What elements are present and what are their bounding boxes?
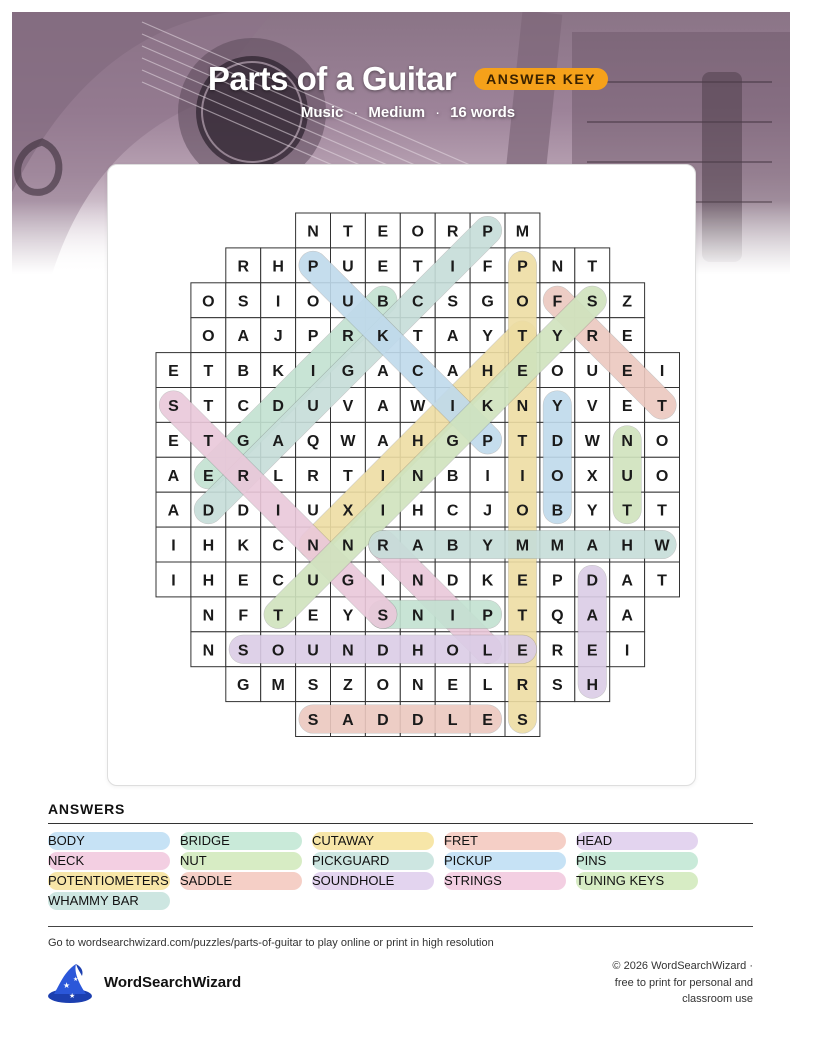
grid-letter: N: [411, 572, 424, 590]
grid-letter: T: [412, 328, 423, 346]
separator-dot: ·: [353, 104, 359, 121]
grid-letter: G: [341, 572, 355, 590]
grid-letter: R: [516, 677, 529, 695]
grid-letter: I: [171, 572, 176, 590]
grid-letter: Y: [482, 328, 493, 346]
grid-letter: C: [446, 502, 459, 520]
grid-letter: T: [343, 467, 353, 485]
grid-letter: D: [446, 572, 459, 590]
grid-letter: N: [411, 677, 424, 695]
grid-letter: A: [377, 363, 389, 381]
grid-letter: I: [659, 363, 665, 381]
grid-letter: B: [237, 363, 250, 381]
category-label: Music: [300, 104, 344, 121]
grid-letter: U: [586, 363, 599, 381]
grid-letter: P: [307, 328, 319, 346]
grid-letter: Y: [482, 537, 493, 555]
grid-letter: O: [271, 642, 285, 660]
grid-letter: I: [275, 502, 281, 520]
answer-word: SADDLE: [180, 873, 233, 888]
grid-letter: A: [621, 572, 633, 590]
grid-letter: O: [516, 293, 529, 311]
grid-letter: G: [341, 363, 355, 381]
grid-letter: P: [482, 607, 493, 625]
grid-letter: A: [272, 432, 284, 450]
grid-letter: L: [482, 642, 493, 660]
grid-letter: N: [342, 642, 354, 660]
grid-letter: T: [587, 258, 598, 276]
grid-letter: A: [342, 712, 354, 730]
grid-letter: O: [306, 293, 320, 311]
grid-letter: T: [517, 607, 528, 625]
footer-url-text: Go to wordsearchwizard.com/puzzles/parts-of-guitar to play online or print in high resolution: [48, 937, 494, 949]
grid-letter: A: [621, 607, 633, 625]
grid-letter: R: [307, 467, 319, 485]
answer-word: FRET: [444, 833, 478, 848]
svg-text:★: ★: [73, 976, 79, 983]
grid-letter: H: [621, 537, 633, 555]
grid-letter: L: [482, 677, 493, 695]
grid-letter: G: [446, 432, 459, 450]
grid-letter: H: [202, 572, 215, 590]
answer-word: NECK: [48, 853, 85, 868]
grid-letter: O: [551, 363, 564, 381]
copyright-line: free to print for personal and: [614, 976, 753, 989]
answer-soundhole: [312, 872, 434, 890]
grid-letter: S: [552, 677, 563, 695]
grid-letter: A: [377, 432, 389, 450]
grid-letter: E: [621, 397, 633, 415]
answer-cutaway: [312, 832, 434, 850]
answer-neck: [48, 852, 170, 870]
grid-letter: X: [586, 467, 598, 485]
grid-letter: D: [586, 572, 599, 590]
grid-letter: R: [377, 537, 389, 555]
grid-letter: S: [237, 642, 249, 660]
grid-letter: Q: [551, 607, 564, 625]
grid-letter: G: [481, 293, 494, 311]
grid-letter: P: [517, 258, 528, 276]
grid-letter: T: [657, 502, 667, 520]
grid-letter: E: [621, 363, 633, 381]
grid-letter: T: [412, 258, 423, 276]
answer-tuning-keys: [576, 872, 698, 890]
grid-letter: O: [202, 328, 215, 346]
grid-letter: B: [446, 467, 459, 485]
answer-word: PICKGUARD: [312, 853, 390, 868]
grid-letter: T: [203, 363, 214, 381]
grid-letter: N: [411, 467, 424, 485]
grid-letter: S: [586, 293, 598, 311]
grid-letter: S: [307, 712, 319, 730]
grid-letter: B: [446, 537, 459, 555]
answer-word: STRINGS: [444, 873, 502, 888]
grid-letter: N: [516, 397, 529, 415]
grid-letter: A: [167, 467, 180, 485]
answer-word: WHAMMY BAR: [48, 893, 139, 908]
copyright-text: [573, 958, 753, 1008]
answer-word: CUTAWAY: [312, 833, 375, 848]
grid-letter: A: [446, 328, 459, 346]
grid-letter: H: [411, 642, 424, 660]
grid-letter: S: [237, 293, 249, 311]
grid-letter: U: [307, 397, 319, 415]
grid-letter: T: [517, 432, 528, 450]
grid-letter: U: [307, 642, 319, 660]
answer-pins: [576, 852, 698, 870]
grid-letter: R: [237, 258, 250, 276]
grid-letter: A: [446, 363, 459, 381]
grid-letter: D: [202, 502, 215, 520]
answer-word: SOUNDHOLE: [312, 873, 395, 888]
grid-letter: Y: [552, 328, 563, 346]
answer-whammy-bar: [48, 892, 170, 910]
grid-letter: O: [446, 642, 459, 660]
grid-letter: A: [377, 397, 389, 415]
grid-letter: R: [551, 642, 564, 660]
grid-letter: U: [342, 293, 354, 311]
grid-letter: P: [552, 572, 563, 590]
answer-word: BRIDGE: [180, 833, 230, 848]
grid-letter: E: [621, 328, 633, 346]
grid-letter: O: [202, 293, 215, 311]
grid-letter: N: [307, 223, 319, 241]
grid-letter: M: [271, 677, 285, 695]
divider: [48, 823, 753, 824]
grid-letter: D: [237, 502, 250, 520]
grid-letter: C: [272, 572, 284, 590]
grid-letter: I: [450, 258, 455, 276]
grid-letter: H: [202, 537, 215, 555]
grid-letter: R: [586, 328, 599, 346]
grid-letter: M: [550, 537, 565, 555]
grid-letter: G: [237, 677, 250, 695]
grid-letter: I: [380, 502, 386, 520]
grid-letter: W: [654, 537, 670, 555]
grid-letter: H: [272, 258, 284, 276]
grid-letter: A: [411, 537, 424, 555]
divider: [48, 926, 753, 927]
grid-letter: H: [481, 363, 494, 381]
grid-letter: T: [657, 572, 667, 590]
grid-letter: H: [411, 502, 424, 520]
grid-letter: F: [552, 293, 563, 311]
grid-letter: N: [202, 607, 215, 625]
grid-letter: O: [376, 677, 390, 695]
svg-text:★: ★: [69, 992, 76, 1000]
answer-body: [48, 832, 170, 850]
answer-pickup: [444, 852, 566, 870]
grid-letter: G: [237, 432, 250, 450]
grid-letter: S: [168, 397, 179, 415]
wizard-hat-icon: [46, 962, 94, 1004]
grid-letter: K: [237, 537, 250, 555]
grid-letter: E: [377, 258, 389, 276]
grid-letter: E: [586, 642, 598, 660]
grid-letter: H: [586, 677, 599, 695]
grid-letter: D: [551, 432, 564, 450]
grid-letters: [168, 223, 671, 729]
grid-letter: O: [516, 502, 529, 520]
grid-letter: O: [551, 467, 564, 485]
answer-saddle: [180, 872, 302, 890]
grid-letter: E: [517, 642, 528, 660]
grid-letter: I: [310, 363, 316, 381]
separator-dot: ·: [435, 104, 441, 121]
grid-letter: V: [586, 397, 598, 415]
grid-letter: S: [307, 677, 319, 695]
grid-letter: N: [202, 642, 215, 660]
answer-word: PICKUP: [444, 853, 493, 868]
answer-word: NUT: [180, 853, 207, 868]
grid-letter: F: [238, 607, 249, 625]
grid-letter: S: [517, 712, 528, 730]
grid-letter: T: [517, 328, 528, 346]
grid-letter: V: [342, 397, 354, 415]
grid-letter: T: [657, 397, 667, 415]
grid-letter: A: [586, 537, 599, 555]
grid-letter: Y: [586, 502, 598, 520]
grid-letter: E: [377, 223, 389, 241]
word-count-label: 16 words: [450, 104, 516, 121]
grid-letter: D: [377, 642, 389, 660]
grid-letter: B: [377, 293, 389, 311]
answer-fret: [444, 832, 566, 850]
grid-letter: D: [377, 712, 389, 730]
grid-letter: Y: [552, 397, 563, 415]
grid-letter: J: [483, 502, 493, 520]
page-title: Parts of a Guitar: [207, 60, 457, 97]
grid-letter: U: [621, 467, 633, 485]
grid-letter: P: [307, 258, 319, 276]
grid-letter: E: [482, 712, 493, 730]
grid-letter: E: [168, 432, 179, 450]
grid-letter: D: [272, 397, 284, 415]
brand-name: WordSearchWizard: [104, 974, 242, 991]
grid-letter: Z: [343, 677, 353, 695]
grid-letter: H: [411, 432, 424, 450]
grid-letter: N: [307, 537, 319, 555]
grid-letter: K: [481, 397, 494, 415]
answer-nut: [180, 852, 302, 870]
grid-letter: R: [446, 223, 459, 241]
svg-text:★: ★: [63, 981, 71, 990]
grid-letter: X: [342, 502, 354, 520]
grid-letter: N: [551, 258, 564, 276]
grid-letter: A: [586, 607, 599, 625]
grid-letter: K: [481, 572, 494, 590]
grid-letter: T: [622, 502, 633, 520]
answer-head: [576, 832, 698, 850]
answer-word: TUNING KEYS: [576, 873, 665, 888]
answers-heading: ANSWERS: [48, 801, 126, 817]
grid-letter: D: [411, 712, 424, 730]
grid-letter: O: [411, 223, 424, 241]
grid-letter: E: [168, 363, 179, 381]
answer-potentiometers: [48, 872, 170, 890]
grid-letter: A: [167, 502, 180, 520]
grid-letter: N: [411, 607, 424, 625]
answer-bridge: [180, 832, 302, 850]
copyright-line: © 2026 WordSearchWizard ·: [612, 960, 753, 972]
answer-word: PINS: [576, 853, 607, 868]
grid-letter: U: [307, 572, 319, 590]
answer-word: HEAD: [576, 833, 613, 848]
grid-letter: I: [275, 293, 281, 311]
answer-key-badge: ANSWER KEY: [474, 68, 608, 90]
grid-letter: T: [203, 432, 214, 450]
grid-letter: L: [447, 712, 458, 730]
grid-letter: T: [203, 397, 214, 415]
grid-letter: U: [307, 502, 319, 520]
grid-letter: I: [485, 467, 490, 485]
grid-letter: K: [377, 328, 389, 346]
grid-letter: I: [450, 607, 455, 625]
grid-letter: F: [482, 258, 493, 276]
grid-letter: Y: [342, 607, 354, 625]
grid-letter: N: [342, 537, 354, 555]
grid-letter: U: [342, 258, 354, 276]
grid-letter: R: [342, 328, 354, 346]
grid-letter: O: [655, 467, 669, 485]
grid-letter: B: [551, 502, 564, 520]
difficulty-label: Medium: [368, 104, 426, 121]
grid-letter: W: [410, 397, 426, 415]
grid-letter: E: [517, 572, 528, 590]
grid-letter: L: [273, 467, 284, 485]
grid-letter: Q: [306, 432, 320, 450]
grid-letter: A: [237, 328, 250, 346]
grid-letter: Z: [622, 293, 633, 311]
grid-letter: N: [621, 432, 633, 450]
grid-letter: W: [340, 432, 356, 450]
answer-word: BODY: [48, 833, 85, 848]
answer-strings: [444, 872, 566, 890]
grid-letter: M: [515, 537, 530, 555]
grid-letter: I: [380, 467, 386, 485]
grid-letter: I: [171, 537, 176, 555]
grid-letter: C: [411, 293, 424, 311]
grid-letter: T: [343, 223, 353, 241]
grid-letter: E: [517, 363, 528, 381]
answer-pickguard: [312, 852, 434, 870]
copyright-line: classroom use: [682, 993, 753, 1005]
grid-letter: E: [447, 677, 458, 695]
grid-letter: C: [272, 537, 284, 555]
grid-letter: C: [411, 363, 424, 381]
grid-letter: P: [482, 432, 493, 450]
grid-letter: I: [450, 397, 455, 415]
grid-letter: E: [237, 572, 249, 590]
grid-letter: P: [482, 223, 493, 241]
grid-letter: S: [447, 293, 458, 311]
grid-letter: I: [380, 572, 386, 590]
grid-letter: W: [584, 432, 600, 450]
answer-word: POTENTIOMETERS: [48, 873, 169, 888]
grid-letter: O: [655, 432, 669, 450]
grid-letter: C: [237, 397, 250, 415]
grid-letter: E: [203, 467, 214, 485]
grid-letter: T: [273, 607, 284, 625]
grid-letter: E: [307, 607, 319, 625]
grid-letter: K: [272, 363, 284, 381]
grid-letter: R: [237, 467, 250, 485]
grid-letter: M: [515, 223, 530, 241]
grid-letter: I: [520, 467, 525, 485]
grid-letter: I: [624, 642, 630, 660]
grid-letter: S: [377, 607, 389, 625]
grid-letter: J: [273, 328, 283, 346]
